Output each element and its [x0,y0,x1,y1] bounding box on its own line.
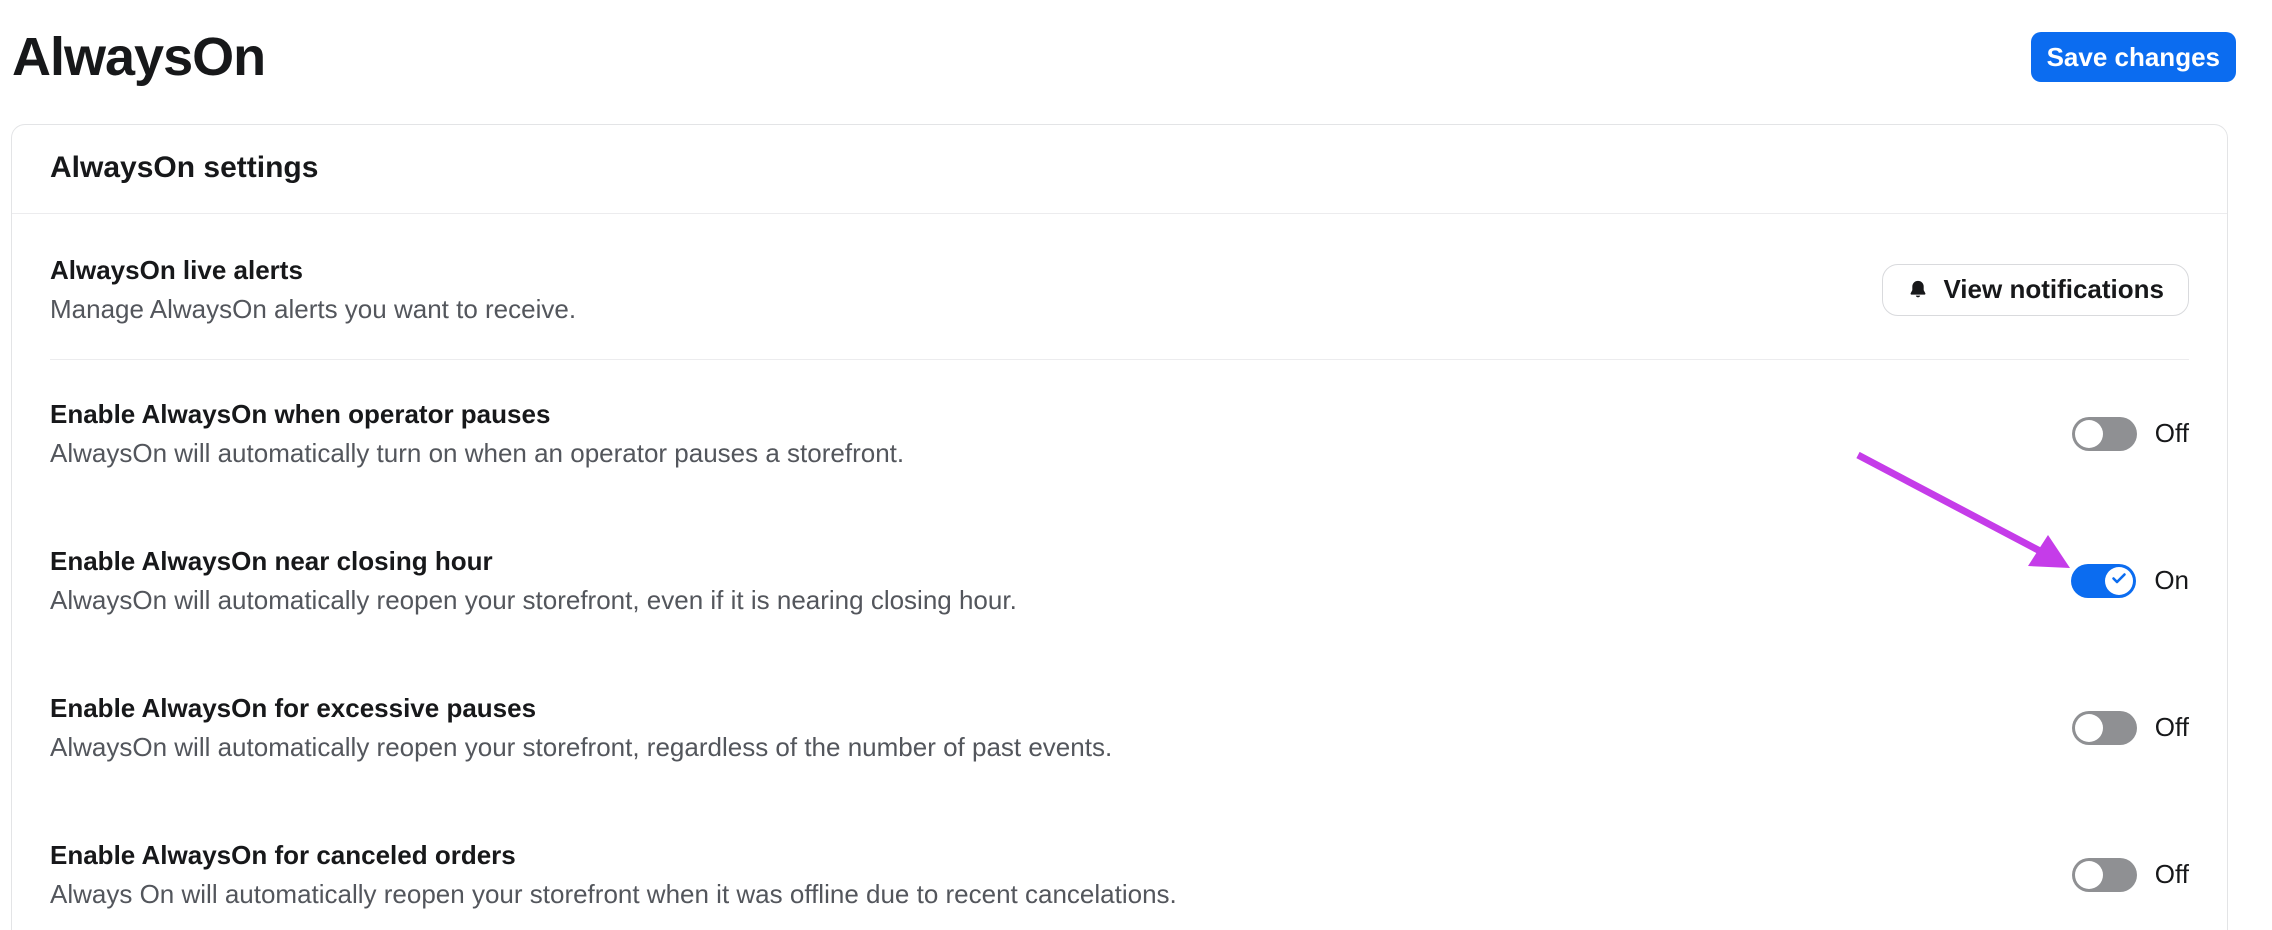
toggle-state-label: Off [2154,418,2189,448]
page-title: AlwaysOn [12,27,266,87]
row-canceled-orders [50,801,2189,930]
toggle-knob [2075,861,2103,889]
row-title: Enable AlwaysOn when operator pauses [50,399,551,429]
settings-card-title: AlwaysOn settings [12,125,2227,214]
bell-icon [1907,278,1929,302]
excessive-pauses-toggle[interactable] [2072,711,2137,745]
operator-pauses-control [2072,417,2189,451]
near-closing-hour-toggle[interactable] [2071,564,2136,598]
canceled-orders-toggle[interactable] [2072,858,2137,892]
toggle-state-label: Off [2154,859,2189,889]
row-canceled-orders-text [50,839,1177,910]
checkmark-icon [2110,569,2128,592]
row-description: Manage AlwaysOn alerts you want to receive. [50,293,577,324]
row-near-closing-hour-text [50,545,1017,616]
toggle-knob [2075,420,2103,448]
row-near-closing-hour [50,507,2189,654]
toggle-knob [2075,714,2103,742]
toggle-state-label: On [2154,565,2189,595]
row-title: AlwaysOn live alerts [50,255,303,285]
row-description: Always On will automatically reopen your storefront when it was offline due to recent cancelations. [50,878,1177,909]
row-title: Enable AlwaysOn near closing hour [50,546,493,576]
row-title: Enable AlwaysOn for excessive pauses [50,693,537,723]
row-excessive-pauses [50,654,2189,801]
canceled-orders-control [2072,858,2189,892]
row-description: AlwaysOn will automatically reopen your storefront, regardless of the number of past events. [50,731,1113,762]
settings-rows [12,214,2227,930]
row-description: AlwaysOn will automatically reopen your storefront, even if it is nearing closing hour. [50,584,1017,615]
row-live-alerts-text [50,254,576,325]
save-changes-button[interactable]: Save changes [2031,32,2236,82]
top-bar [0,0,2272,88]
settings-card [11,124,2228,930]
row-operator-pauses [50,360,2189,507]
row-live-alerts [50,214,2189,360]
toggle-state-label: Off [2154,712,2189,742]
near-closing-hour-control [2071,564,2189,598]
view-notifications-label: View notifications [1943,274,2164,304]
row-title: Enable AlwaysOn for canceled orders [50,840,516,870]
row-description: AlwaysOn will automatically turn on when an operator pauses a storefront. [50,437,905,468]
view-notifications-button[interactable] [1882,264,2189,316]
operator-pauses-toggle[interactable] [2072,417,2137,451]
row-excessive-pauses-text [50,692,1112,763]
excessive-pauses-control [2072,711,2189,745]
row-operator-pauses-text [50,398,904,469]
toggle-knob [2105,567,2133,595]
